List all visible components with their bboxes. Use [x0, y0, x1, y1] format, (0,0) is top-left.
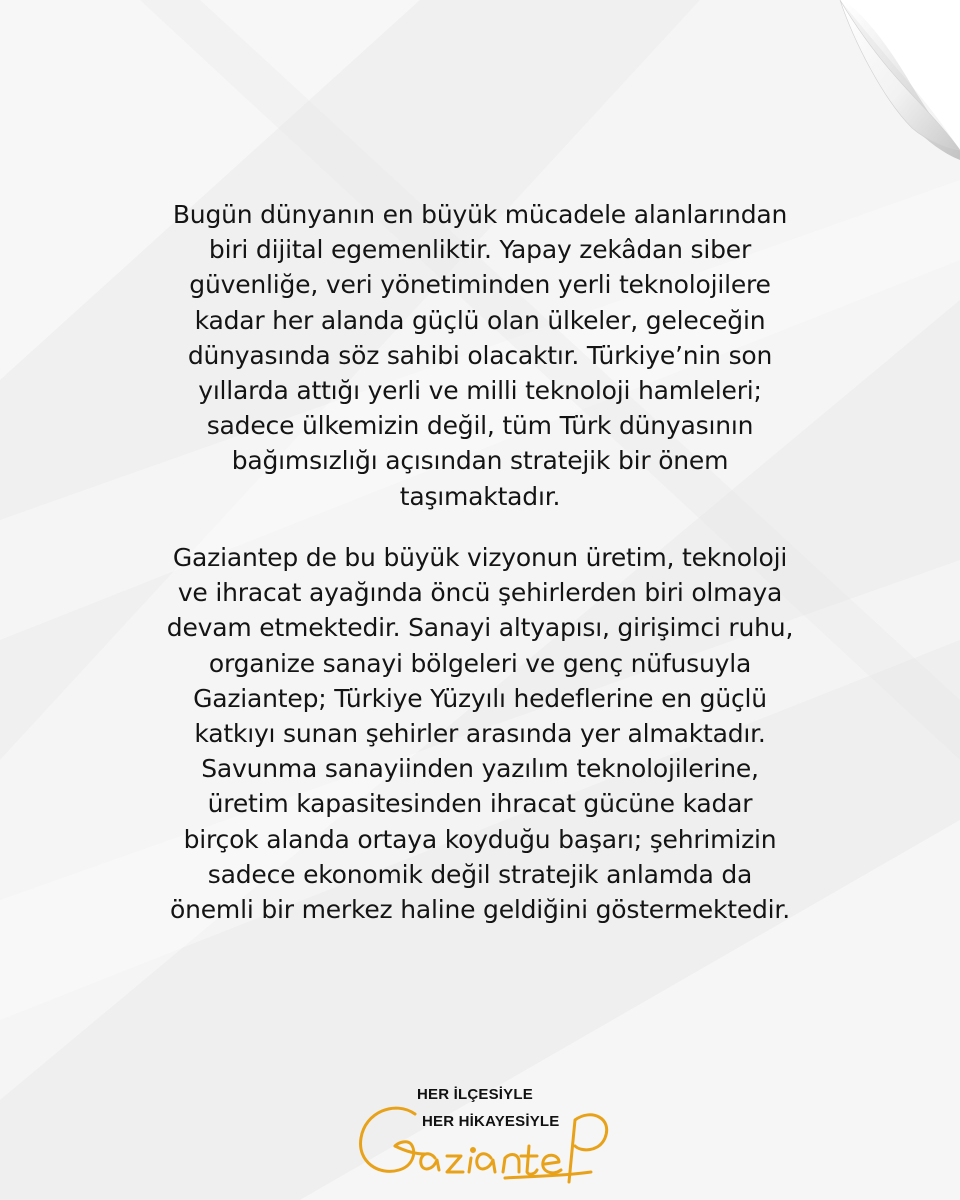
- text-line: sadece ülkemizin değil, tüm Türk dünyasının: [206, 411, 754, 441]
- text-line: organize sanayi bölgeleri ve genç nüfusuyla: [208, 648, 752, 678]
- text-line: katkıyı sunan şehirler arasında yer almaktadır.: [194, 719, 766, 749]
- gaziantep-logo: [355, 1080, 615, 1190]
- text-line: önemli bir merkez haline geldiğini göstermektedir.: [170, 895, 790, 925]
- text-line: üretim kapasitesinden ihracat gücüne kadar: [207, 789, 753, 819]
- text-line: yıllarda attığı yerli ve milli teknoloji hamleleri;: [198, 376, 762, 406]
- text-line: dünyasında söz sahibi olacaktır. Türkiye’nin son: [187, 340, 773, 370]
- paragraph-digital-sovereignty: [60, 197, 900, 514]
- text-line: bağımsızlığı açısından stratejik bir önem: [231, 446, 729, 476]
- text-line: güvenliğe, veri yönetiminden yerli teknolojilere: [189, 270, 771, 300]
- text-line: sadece ekonomik değil stratejik anlamda da: [207, 859, 753, 889]
- text-line: Savunma sanayiinden yazılım teknolojilerine,: [201, 754, 759, 784]
- logo-line-1: HER İLÇESİYLE: [417, 1086, 533, 1103]
- text-line: kadar her alanda güçlü olan ülkeler, geleceğin: [194, 305, 766, 335]
- text-line: ve ihracat ayağında öncü şehirlerden biri olmaya: [177, 578, 783, 608]
- text-line: Bugün dünyanın en büyük mücadele alanlarından: [172, 200, 788, 229]
- text-line: biri dijital egemenliktir. Yapay zekâdan siber: [208, 235, 752, 265]
- text-line: taşımaktadır.: [399, 481, 561, 511]
- text-line: devam etmektedir. Sanayi altyapısı, girişimci ruhu,: [166, 613, 794, 643]
- text-line: Gaziantep de bu büyük vizyonun üretim, teknoloji: [172, 543, 788, 572]
- paragraph-gaziantep-vision: [60, 540, 900, 927]
- text-line: birçok alanda ortaya koyduğu başarı; şehrimizin: [183, 824, 777, 854]
- page-curl-decoration: [800, 0, 960, 160]
- logo-line-2: HER HİKAYESİYLE: [422, 1113, 560, 1130]
- text-line: Gaziantep; Türkiye Yüzyılı hedeflerine en güçlü: [193, 683, 767, 713]
